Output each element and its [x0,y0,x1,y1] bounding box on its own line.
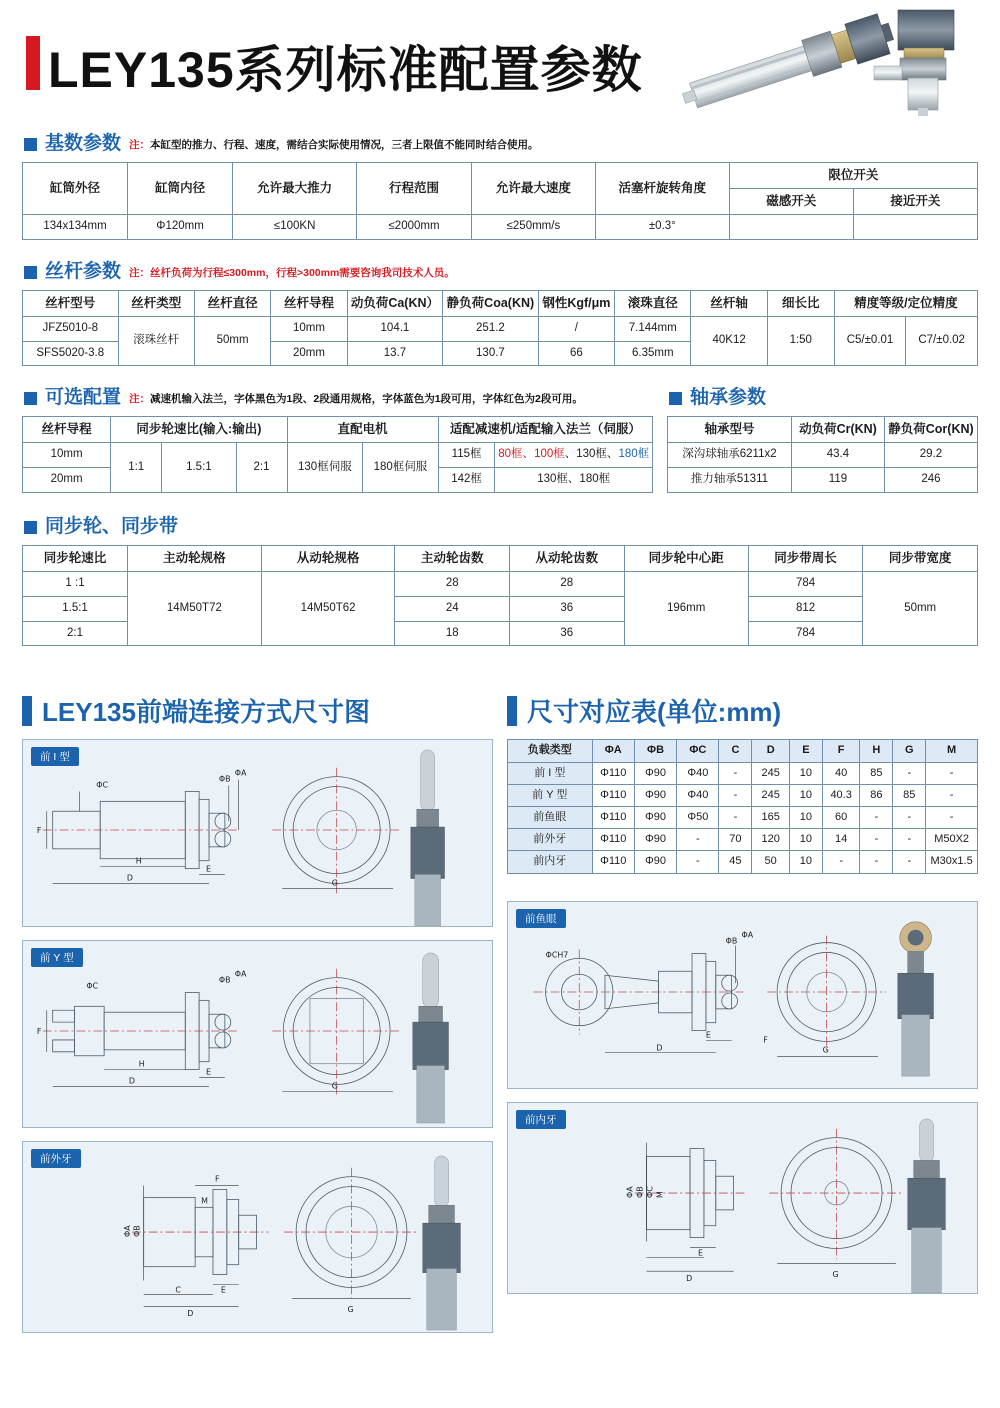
svg-text:ΦB: ΦB [132,1225,142,1238]
svg-text:F: F [763,1034,768,1044]
cell-screw-lead: 10mm [271,316,347,341]
cell-stroke-range: ≤2000mm [357,215,472,240]
svg-text:G: G [331,878,338,888]
cell-g: - [893,762,926,784]
cell-d: 50 [752,851,790,873]
col-screw-type: 丝杆类型 [118,290,194,316]
svg-text:E: E [220,1285,226,1295]
section-header-screw-params [24,256,978,283]
table-row [23,571,978,596]
cell-bearing-model: 深沟球轴承6211x2 [667,443,791,468]
square-bullet-icon [24,521,37,534]
cell-h: - [860,806,893,828]
col-belt-length: 同步带周长 [748,545,863,571]
svg-text:ΦA: ΦA [625,1185,635,1198]
cell-f: 14 [822,829,860,851]
table-header-row [667,417,977,443]
col-pulley-ratio: 同步轮速比(输入:输出) [111,417,287,443]
cell-c: 45 [719,851,752,873]
cell-phi-c: Φ50 [677,806,719,828]
svg-text:ΦB: ΦB [218,774,231,784]
cell-h: - [860,851,893,873]
cell-phi-a: Φ110 [592,762,634,784]
col-rigidity: 钢性Kgf/μm [538,290,614,316]
col-phi-c: ΦC [677,740,719,762]
cell-h: 85 [860,762,893,784]
svg-text:G: G [822,1044,829,1054]
cell-ball-dia: 7.144mm [615,316,691,341]
col-ball-dia: 滚珠直径 [615,290,691,316]
svg-text:D: D [126,873,133,883]
svg-text:ΦC: ΦC [96,780,108,790]
svg-text:G: G [347,1305,354,1315]
col-dynamic-load: 动负荷Ca(KN） [347,290,443,316]
svg-text:ΦCH7: ΦCH7 [545,949,569,959]
diagram-svg-front-external [23,1142,492,1332]
dimension-correspondence-table [507,739,978,873]
diagram-front-fisheye [507,901,978,1089]
cell-d: 165 [752,806,790,828]
cell-static-load: 251.2 [443,316,539,341]
table-row [508,784,978,806]
table-row [508,829,978,851]
diagram-svg-front-internal [508,1103,977,1293]
section-header-belt [24,511,978,538]
cell-e: 10 [789,762,822,784]
cell-m: M50X2 [926,829,978,851]
cell-static-load: 130.7 [443,341,539,366]
svg-text:E: E [206,1067,212,1077]
table-row [667,468,977,493]
svg-text:H: H [138,1060,145,1070]
col-driven-teeth: 从动轮齿数 [510,545,625,571]
svg-text:ΦA: ΦA [234,969,247,979]
cell-rot-angle: ±0.3° [595,215,729,240]
cell-h: 86 [860,784,893,806]
cell-phi-a: Φ110 [592,784,634,806]
cell-driven-teeth: 36 [510,596,625,621]
col-max-thrust: 允许最大推力 [233,163,357,215]
col-max-speed: 允许最大速度 [471,163,595,215]
cell-phi-a: Φ110 [592,851,634,873]
cell-g: - [893,829,926,851]
cell-screw-model: JFZ5010-8 [23,316,119,341]
diagram-front-internal-thread [507,1102,978,1294]
cell-dynamic-load: 104.1 [347,316,443,341]
cell-screw-lead: 20mm [271,341,347,366]
cell-drive-teeth: 24 [395,596,510,621]
cell-magnetic-switch [729,215,853,240]
bearing-table [667,416,978,493]
col-proximity-switch: 接近开关 [853,189,977,215]
table-header-row [23,545,978,571]
cell-frame-115: 115框 [438,443,495,468]
col-center-distance: 同步轮中心距 [624,545,748,571]
svg-text:E: E [705,1030,711,1040]
table-row [23,215,978,240]
svg-text:M: M [201,1196,208,1206]
diagram-front-i-type [22,739,493,927]
cell-phi-b: Φ90 [634,784,676,806]
title-accent-bar [26,36,40,90]
table-row [23,443,653,468]
cell-load-type: 前外牙 [508,829,593,851]
base-params-note: 注：本缸型的推力、行程、速度，需结合实际使用情况，三者上限值不能同时结合使用。 [129,139,539,151]
cell-m: M30x1.5 [926,851,978,873]
col-lead: 丝杆导程 [23,417,111,443]
svg-text:F: F [36,826,42,836]
optional-title: 可选配置 [45,387,122,409]
cell-phi-b: Φ90 [634,762,676,784]
cell-belt-length: 812 [748,596,863,621]
diagram-svg-front-fisheye [508,902,977,1088]
cell-screw-shaft: 40K12 [691,316,767,366]
col-f: F [822,740,860,762]
cell-drive-teeth: 18 [395,621,510,646]
col-driven-pulley: 从动轮规格 [261,545,395,571]
table-row [23,316,978,341]
cell-ratio-2-1: 2:1 [236,443,287,493]
cell-rigidity: / [538,316,614,341]
cell-driven-pulley: 14M50T62 [261,571,395,645]
cell-belt-ratio: 2:1 [23,621,128,646]
col-belt-ratio: 同步轮速比 [23,545,128,571]
cell-d: 245 [752,762,790,784]
table-row [508,806,978,828]
svg-text:H: H [135,857,142,867]
product-photo [678,6,978,116]
cell-belt-ratio: 1.5:1 [23,596,128,621]
cell-ratio-1-1: 1:1 [111,443,162,493]
svg-text:G: G [832,1269,839,1279]
diagram-tag: 前外牙 [31,1149,81,1168]
cell-belt-ratio: 1 :1 [23,571,128,596]
cell-phi-b: Φ90 [634,806,676,828]
diagram-tag: 前 I 型 [31,747,79,766]
cell-center-distance: 196mm [624,571,748,645]
col-static-load: 静负荷Coa(KN) [443,290,539,316]
screw-params-title: 丝杆参数 [45,260,122,282]
diagram-svg-front-y [23,941,492,1127]
cell-g: - [893,806,926,828]
square-bullet-icon [24,266,37,279]
front-connection-heading [22,692,493,729]
cell-max-thrust: ≤100KN [233,215,357,240]
diagram-svg-front-i [23,740,492,926]
cell-f: 60 [822,806,860,828]
diagram-tag: 前鱼眼 [516,909,566,928]
cell-phi-a: Φ110 [592,829,634,851]
col-slender-ratio: 细长比 [767,290,834,316]
cell-dynamic-load: 13.7 [347,341,443,366]
cell-f: - [822,851,860,873]
col-screw-lead: 丝杆导程 [271,290,347,316]
col-screw-shaft: 丝杆轴 [691,290,767,316]
col-bearing-model: 轴承型号 [667,417,791,443]
col-h: H [860,740,893,762]
svg-text:F: F [214,1174,220,1184]
col-belt-width: 同步带宽度 [863,545,978,571]
svg-text:C: C [175,1285,181,1295]
section-header-optional [24,382,653,409]
col-screw-dia: 丝杆直径 [194,290,270,316]
svg-text:D: D [128,1076,135,1086]
svg-text:F: F [36,1027,42,1037]
front-connection-title: LEY135前端连接方式尺寸图 [42,697,370,728]
screw-params-table [22,290,978,367]
belt-title: 同步轮、同步带 [45,515,179,537]
svg-text:D: D [686,1273,693,1283]
heading-accent-bar [507,696,517,726]
cell-g: 85 [893,784,926,806]
cell-belt-width: 50mm [863,571,978,645]
col-magnetic-switch: 磁感开关 [729,189,853,215]
cell-c: - [719,762,752,784]
cell-drive-teeth: 28 [395,571,510,596]
page-header [22,0,978,118]
cell-screw-type: 滚珠丝杆 [118,316,194,366]
cell-flange-options-115: 80框、100框、130框、180框 [495,443,653,468]
cell-flange-options-142: 130框、180框 [495,468,653,493]
svg-text:D: D [656,1042,663,1052]
cell-screw-dia: 50mm [194,316,270,366]
svg-text:D: D [187,1309,194,1319]
cell-m: - [926,806,978,828]
cell-phi-c: - [677,851,719,873]
dimension-table-title: 尺寸对应表(单位:mm) [527,697,782,728]
cell-motor-180: 180框伺服 [363,443,439,493]
cell-e: 10 [789,806,822,828]
page-title: LEY135系列标准配置参数 [48,42,643,98]
cell-h: - [860,829,893,851]
square-bullet-icon [24,392,37,405]
col-g: G [893,740,926,762]
cell-lead-10: 10mm [23,443,111,468]
cell-driven-teeth: 36 [510,621,625,646]
cell-phi-b: Φ90 [634,851,676,873]
svg-text:ΦA: ΦA [234,768,247,778]
table-row [508,851,978,873]
cell-f: 40 [822,762,860,784]
base-params-table [22,162,978,240]
cell-m: - [926,762,978,784]
col-drive-pulley: 主动轮规格 [128,545,262,571]
diagram-front-external-thread [22,1141,493,1333]
cell-rigidity: 66 [538,341,614,366]
optional-config-table [22,416,653,493]
diagram-front-y-type [22,940,493,1128]
col-load-type: 负载类型 [508,740,593,762]
cell-load-type: 前鱼眼 [508,806,593,828]
cell-phi-c: Φ40 [677,784,719,806]
cell-bearing-cr: 119 [791,468,884,493]
svg-text:ΦB: ΦB [725,936,738,946]
base-params-title: 基数参数 [45,133,122,154]
cell-m: - [926,784,978,806]
diagram-tag: 前 Y 型 [31,948,83,967]
svg-text:ΦC: ΦC [86,981,99,991]
cell-accuracy-c5: C5/±0.01 [834,316,906,366]
col-gearbox-flange: 适配减速机/适配输入法兰（伺服） [438,417,652,443]
col-e: E [789,740,822,762]
col-bearing-cor: 静负荷Cor(KN) [884,417,977,443]
section-header-bearing [669,382,978,409]
col-rot-angle: 活塞杆旋转角度 [595,163,729,215]
col-limit-switch: 限位开关 [729,163,977,189]
cell-belt-length: 784 [748,571,863,596]
col-bearing-cr: 动负荷Cr(KN) [791,417,884,443]
cell-motor-130: 130框伺服 [287,443,363,493]
cell-bearing-cor: 29.2 [884,443,977,468]
cell-slender-ratio: 1:50 [767,316,834,366]
table-header-row [23,417,653,443]
cell-f: 40.3 [822,784,860,806]
cell-belt-length: 784 [748,621,863,646]
cell-screw-model: SFS5020-3.8 [23,341,119,366]
svg-text:ΦC: ΦC [645,1185,655,1198]
cell-driven-teeth: 28 [510,571,625,596]
col-d: D [752,740,790,762]
col-outer-dia: 缸筒外径 [23,163,128,215]
belt-table [22,545,978,646]
section-header-base-params [24,128,978,155]
svg-text:M: M [655,1190,665,1198]
col-accuracy: 精度等级/定位精度 [834,290,977,316]
cell-load-type: 前内牙 [508,851,593,873]
cell-accuracy-c7: C7/±0.02 [906,316,978,366]
cell-max-speed: ≤250mm/s [471,215,595,240]
cell-drive-pulley: 14M50T72 [128,571,262,645]
cell-e: 10 [789,829,822,851]
cell-d: 245 [752,784,790,806]
cell-c: 70 [719,829,752,851]
svg-text:ΦA: ΦA [122,1225,132,1238]
cell-d: 120 [752,829,790,851]
square-bullet-icon [669,392,682,405]
cell-lead-20: 20mm [23,468,111,493]
col-m: M [926,740,978,762]
screw-params-note: 注：丝杆负荷为行程≤300mm，行程>300mm需要咨询我司技术人员。 [129,266,455,279]
dimension-table-heading [507,692,978,729]
table-header-row [508,740,978,762]
cell-proximity-switch [853,215,977,240]
table-header-row [23,163,978,189]
svg-text:ΦB: ΦB [218,975,231,985]
cell-bearing-model: 推力轴承51311 [667,468,791,493]
cell-g: - [893,851,926,873]
svg-text:E: E [206,864,212,874]
cell-phi-b: Φ90 [634,829,676,851]
col-direct-motor: 直配电机 [287,417,438,443]
cell-bearing-cor: 246 [884,468,977,493]
diagram-tag: 前内牙 [516,1110,566,1129]
svg-text:G: G [331,1081,338,1091]
cell-ratio-15-1: 1.5:1 [162,443,236,493]
cell-outer-dia: 134x134mm [23,215,128,240]
table-row [508,762,978,784]
col-screw-model: 丝杆型号 [23,290,119,316]
cell-e: 10 [789,784,822,806]
cell-load-type: 前 Y 型 [508,784,593,806]
cell-phi-a: Φ110 [592,806,634,828]
col-c: C [719,740,752,762]
table-header-row [23,290,978,316]
col-phi-b: ΦB [634,740,676,762]
cell-ball-dia: 6.35mm [615,341,691,366]
square-bullet-icon [24,138,37,151]
cell-e: 10 [789,851,822,873]
cell-load-type: 前 I 型 [508,762,593,784]
cell-phi-c: - [677,829,719,851]
cell-bearing-cr: 43.4 [791,443,884,468]
cell-phi-c: Φ40 [677,762,719,784]
heading-accent-bar [22,696,32,726]
bearing-title: 轴承参数 [689,387,766,409]
svg-text:E: E [697,1247,703,1257]
table-row [667,443,977,468]
col-inner-dia: 缸筒内径 [128,163,233,215]
cell-frame-142: 142框 [438,468,495,493]
cell-c: - [719,784,752,806]
col-stroke-range: 行程范围 [357,163,472,215]
cell-c: - [719,806,752,828]
svg-text:ΦB: ΦB [635,1185,645,1198]
col-drive-teeth: 主动轮齿数 [395,545,510,571]
svg-text:ΦA: ΦA [741,930,754,940]
col-phi-a: ΦA [592,740,634,762]
cell-inner-dia: Φ120mm [128,215,233,240]
optional-note: 注：减速机输入法兰，字体黑色为1段、2段通用规格，字体蓝色为1段可用，字体红色为2段可用。 [129,393,583,406]
